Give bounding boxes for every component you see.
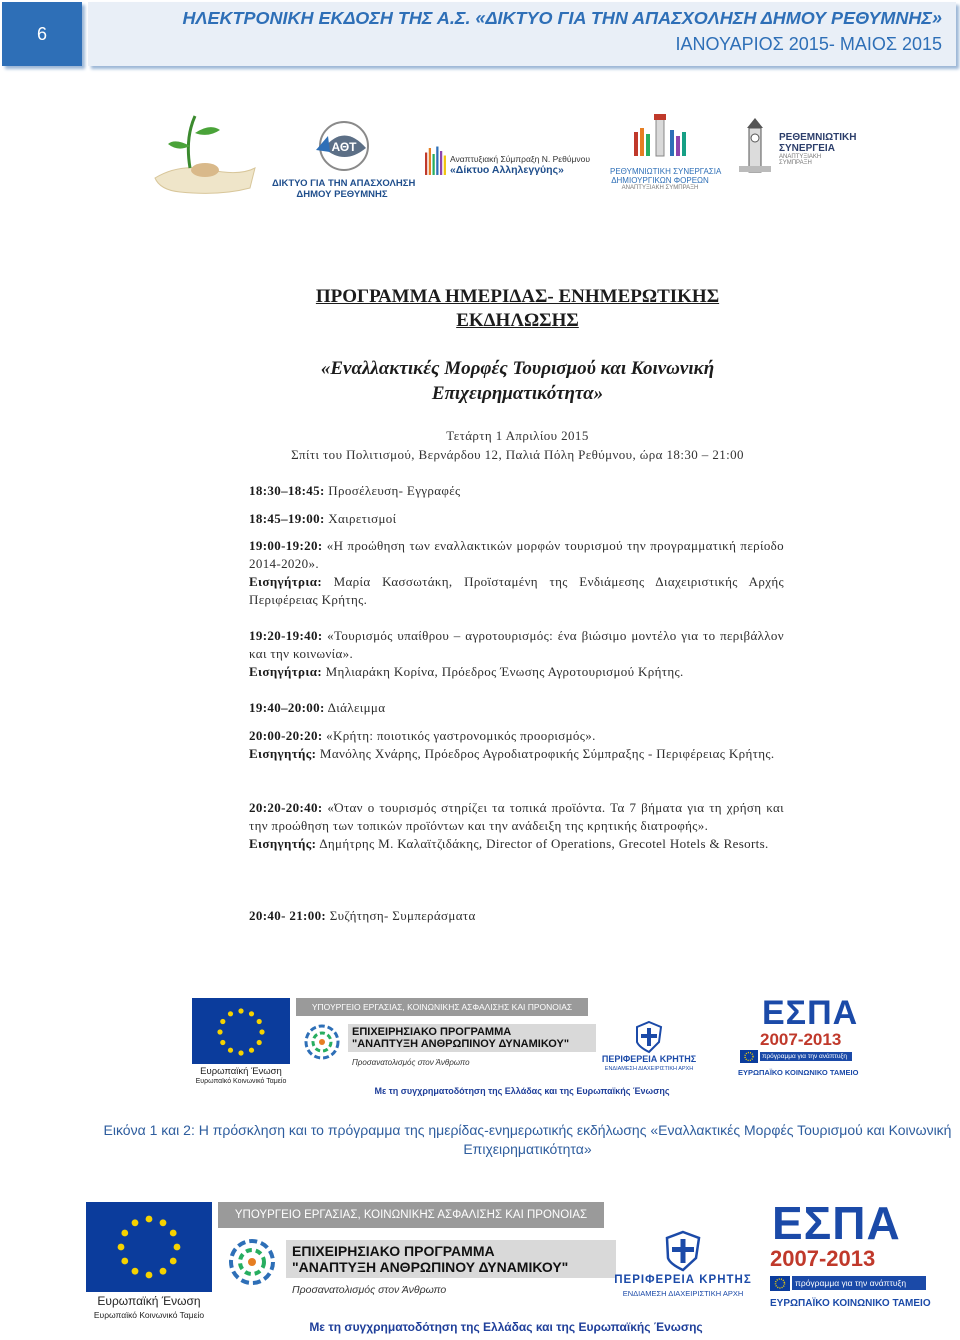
schedule-time: 19:40–20:00: — [249, 700, 325, 715]
rethemniotiki-text-3: ΑΝΑΠΤΥΞΙΑΚΗ — [779, 154, 822, 160]
speaker-role: Εισηγήτρια: — [249, 664, 323, 679]
eu-flag-small-large-icon — [770, 1276, 790, 1291]
eu-label: Ευρωπαϊκή Ένωση — [200, 1066, 282, 1077]
schedule-text: «Τουρισμός υπαίθρου – αγροτουρισμός: ένα βιώσιμο μοντέλο για το περιβάλλον και την κοινωνία». — [249, 628, 784, 661]
header-title: ΗΛΕΚΤΡΟΝΙΚΗ ΕΚΔΟΣΗ ΤΗΣ Α.Σ. «ΔΙΚΤΥΟ ΓΙΑ ΤΗΝ ΑΠΑΣΧΟΛΗΣΗ ΔΗΜΟΥ ΡΕΘΥΜΝΗΣ» — [182, 8, 942, 28]
schedule-text: Συζήτηση- Συμπεράσματα — [326, 908, 476, 923]
schedule-item — [249, 627, 784, 681]
espa-fund-label: ΕΥΡΩΠΑΪΚΟ ΚΟΙΝΩΝΙΚΟ ΤΑΜΕΙΟ — [738, 1068, 859, 1077]
espa-logo: ΕΣΠΑ — [762, 994, 859, 1032]
schedule-time: 20:20-20:40: — [249, 800, 323, 815]
rethymniotiki-text-1: ΡΕΘΥΜΝΙΩΤΙΚΗ ΣΥΝΕΡΓΑΣΙΑ — [610, 167, 722, 176]
op-logo-emblem — [302, 1022, 342, 1062]
page-header — [88, 2, 956, 66]
svg-text:ΑΘΤ: ΑΘΤ — [331, 140, 357, 154]
eu-flag-icon — [192, 998, 290, 1064]
schedule-text: «Όταν ο τουρισμός στηρίζει τα τοπικά προϊόντα. Τα 7 βήματα για τη χρήση και την προώθηση των τοπικών προϊόντων και την ανάδειξη της κρητικής διατροφής». — [249, 800, 784, 833]
schedule-item — [249, 907, 784, 925]
allileggyis-text-1: Αναπτυξιακή Σύμπραξη Ν. Ρεθύμνου — [449, 154, 590, 164]
schedule-time: 19:20-19:40: — [249, 628, 323, 643]
rethymniotiki-text-2: ΔΗΜΙΟΥΡΓΙΚΩΝ ΦΟΡΕΩΝ — [611, 176, 709, 185]
espa-tagline: πρόγραμμα για την ανάπτυξη — [760, 1052, 852, 1061]
ministry-bar: ΥΠΟΥΡΓΕΙΟ ΕΡΓΑΣΙΑΣ, ΚΟΙΝΩΝΙΚΗΣ ΑΣΦΑΛΙΣΗΣ ΚΑΙ ΠΡΟΝΟΙΑΣ — [296, 998, 588, 1016]
schedule-item — [249, 699, 784, 717]
schedule-item — [249, 537, 784, 609]
schedule-time: 19:00-19:20: — [249, 538, 323, 553]
event-subtitle-line-2: Επιχειρηματικότητα» — [431, 383, 604, 404]
speaker-name: Μαρία Κασσωτάκη, Προϊσταμένη της Ενδιάμεσης Διαχειριστικής Αρχής Περιφέρειας Κρήτης. — [249, 574, 784, 607]
espa-tagline-large: πρόγραμμα για την ανάπτυξη — [792, 1276, 926, 1290]
op-logo-emblem-large — [226, 1236, 278, 1288]
greek-emblem-large-icon — [664, 1230, 702, 1272]
rethemniotiki-synergeia-logo — [735, 118, 885, 178]
rethemniotiki-text-4: ΣΥΜΠΡΑΞΗ — [779, 160, 812, 166]
header-date-range: ΙΑΝΟΥΑΡΙΟΣ 2015- ΜΑΙΟΣ 2015 — [675, 34, 942, 54]
greek-emblem-icon — [634, 1020, 664, 1054]
programme-title-line-2: ΕΚΔΗΛΩΣΗΣ — [456, 310, 579, 331]
eu-flag-large-icon — [86, 1202, 212, 1292]
op-title-large-line-3: Προσανατολισμός στον Άνθρωπο — [292, 1284, 447, 1296]
eu-fund-label: Ευρωπαϊκό Κοινωνικό Ταμείο — [195, 1078, 287, 1085]
schedule-time: 18:30–18:45: — [249, 483, 325, 498]
region-sublabel: ΕΝΔΙΑΜΕΣΗ ΔΙΑΧΕΙΡΙΣΤΙΚΗ ΑΡΧΗ — [604, 1066, 694, 1072]
speaker-role: Εισηγητής: — [249, 836, 317, 851]
schedule-time: 18:45–19:00: — [249, 511, 325, 526]
op-title-large-line-1: ΕΠΙΧΕΙΡΗΣΙΑΚΟ ΠΡΟΓΡΑΜΜΑ — [292, 1243, 495, 1259]
schedule-time: 20:40- 21:00: — [249, 908, 327, 923]
event-subtitle-line-1: «Εναλλακτικές Μορφές Τουρισμού και Κοινωνική — [320, 358, 715, 379]
eu-fund-label-large: Ευρωπαϊκό Κοινωνικό Ταμείο — [93, 1310, 205, 1320]
espa-years: 2007-2013 — [760, 1030, 842, 1049]
schedule-item — [249, 727, 784, 763]
allileggyis-text-2: «Δίκτυο Αλληλεγγύης» — [449, 164, 564, 176]
region-sublabel-large: ΕΝΔΙΑΜΕΣΗ ΔΙΑΧΕΙΡΙΣΤΙΚΗ ΑΡΧΗ — [622, 1289, 744, 1298]
schedule-item — [249, 482, 784, 500]
op-title-large-line-2: "ΑΝΑΠΤΥΞΗ ΑΝΘΡΩΠΙΝΟΥ ΔΥΝΑΜΙΚΟΥ" — [292, 1259, 569, 1275]
schedule-text: Προσέλευση- Εγγραφές — [324, 483, 461, 498]
diktyo-allileggyis-logo — [425, 138, 590, 182]
schedule-text: «Η προώθηση των εναλλακτικών μορφών τουρισμού την προγραμματική περίοδο 2014-2020». — [249, 538, 784, 571]
schedule-time: 20:00-20:20: — [249, 728, 323, 743]
page-number: 6 — [2, 2, 82, 66]
espa-fund-label-large: ΕΥΡΩΠΑΪΚΟ ΚΟΙΝΩΝΙΚΟ ΤΑΜΕΙΟ — [770, 1298, 931, 1309]
programme-title-line-1: ΠΡΟΓΡΑΜΜΑ ΗΜΕΡΙΔΑΣ- ΕΝΗΜΕΡΩΤΙΚΗΣ — [315, 286, 720, 307]
diktyo-logo-text-1: ΔΙΚΤΥΟ ΓΙΑ ΤΗΝ ΑΠΑΣΧΟΛΗΣΗ — [272, 178, 416, 189]
event-date: Τετάρτη 1 Απριλίου 2015 — [446, 428, 589, 443]
bars-icon — [425, 138, 446, 182]
speaker-role: Εισηγητής: — [249, 746, 317, 761]
event-venue: Σπίτι του Πολιτισμού, Βερνάρδου 12, Παλιά Πόλη Ρεθύμνου, ώρα 18:30 – 21:00 — [291, 447, 744, 462]
hand-sprout-logo — [150, 108, 260, 198]
espa-years-large: 2007-2013 — [770, 1246, 876, 1271]
clock-tower-icon — [735, 118, 775, 176]
schedule-text: Χαιρετισμοί — [324, 511, 397, 526]
schedule-text: Διάλειμμα — [324, 700, 386, 715]
rethymniotiki-text-3: ΑΝΑΠΤΥΞΙΑΚΗ ΣΥΜΠΡΑΞΗ — [621, 185, 699, 191]
cofinance-note-large: Με τη συγχρηματοδότηση της Ελλάδας και της Ευρωπαϊκής Ένωσης — [309, 1320, 703, 1334]
rethemniotiki-text-1: ΡΕΘΕΜΝΙΩΤΙΚΗ — [779, 132, 857, 143]
speaker-name: Μανόλης Χνάρης, Πρόεδρος Αγροδιατροφικής Σύμπραξης - Περιφέρειας Κρήτης. — [316, 746, 775, 761]
schedule-item — [249, 799, 784, 853]
diktyo-logo-text-2: ΔΗΜΟΥ ΡΕΘΥΜΝΗΣ — [296, 189, 388, 200]
schedule-item — [249, 510, 784, 528]
speaker-name: Δημήτρης Μ. Καλαϊτζιδάκης, Director of Operations, Grecotel Hotels & Resorts. — [316, 836, 769, 851]
op-title-line-2: "ΑΝΑΠΤΥΞΗ ΑΝΘΡΩΠΙΝΟΥ ΔΥΝΑΜΙΚΟΥ" — [352, 1038, 570, 1050]
region-label: ΠΕΡΙΦΕΡΕΙΑ ΚΡΗΤΗΣ — [601, 1054, 697, 1064]
region-label-large: ΠΕΡΙΦΕΡΕΙΑ ΚΡΗΤΗΣ — [614, 1274, 752, 1286]
eu-flag-small-icon — [740, 1050, 758, 1063]
rethymniotiki-synergasia-logo — [610, 112, 722, 202]
schedule-text: «Κρήτη: ποιοτικός γαστρονομικός προορισμός». — [322, 728, 596, 743]
diktyo-apasxolisis-logo — [272, 118, 416, 200]
eu-label-large: Ευρωπαϊκή Ένωση — [97, 1294, 201, 1308]
op-title-line-3: Προσανατολισμός στον Άνθρωπο — [352, 1058, 470, 1067]
funding-banner-large — [86, 1197, 946, 1338]
ministry-bar-large: ΥΠΟΥΡΓΕΙΟ ΕΡΓΑΣΙΑΣ, ΚΟΙΝΩΝΙΚΗΣ ΑΣΦΑΛΙΣΗΣ ΚΑΙ ΠΡΟΝΟΙΑΣ — [218, 1202, 604, 1228]
cofinance-note: Με τη συγχρηματοδότηση της Ελλάδας και της Ευρωπαϊκής Ένωσης — [374, 1086, 670, 1096]
speaker-role: Εισηγήτρια: — [249, 574, 323, 589]
funding-banner-small — [192, 994, 859, 1104]
speaker-name: Μηλιαράκη Κορίνα, Πρόεδρος Ένωσης Αγροτουρισμού Κρήτης. — [322, 664, 684, 679]
figure-caption: Εικόνα 1 και 2: Η πρόσκληση και το πρόγραμμα της ημερίδας-ενημερωτικής εκδήλωσης «Εναλλακτικές Μορφές Τουρισμού και Κοινωνική Επιχειρηματικότητα» — [103, 1122, 952, 1157]
op-title-line-1: ΕΠΙΧΕΙΡΗΣΙΑΚΟ ΠΡΟΓΡΑΜΜΑ — [352, 1026, 512, 1038]
rethemniotiki-text-2: ΣΥΝΕΡΓΕΙΑ — [779, 143, 835, 154]
espa-logo-large: ΕΣΠΑ — [772, 1197, 901, 1249]
